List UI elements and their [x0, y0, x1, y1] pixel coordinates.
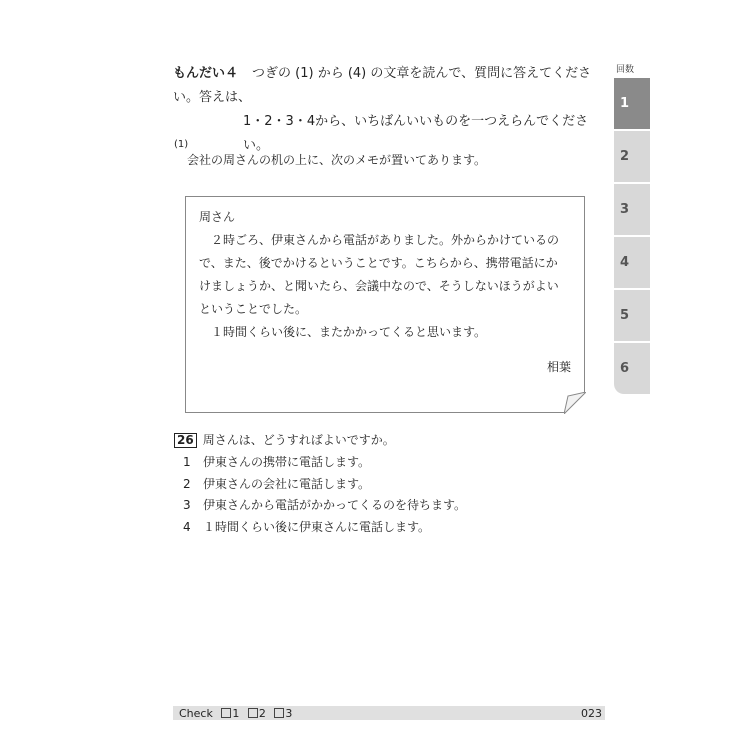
option-number: 3 [183, 498, 191, 512]
option-number: 1 [183, 455, 191, 469]
question-text: 周さんは、どうすればよいですか。 [202, 433, 395, 447]
section-intro: 会社の周さんの机の上に、次のメモが置いてあります。 [187, 153, 487, 167]
memo-addressee: 周さん [199, 210, 236, 224]
answer-option[interactable] [183, 452, 466, 474]
question-heading [173, 62, 598, 158]
page-curl-icon [564, 392, 586, 414]
question-number: 26 [174, 433, 197, 448]
memo-note [185, 196, 585, 413]
option-text: １時間くらい後に伊東さんに電話します。 [203, 519, 431, 534]
checkbox-3-label: 3 [285, 706, 293, 720]
footer-bar [173, 706, 605, 720]
tab-4[interactable]: 4 [614, 237, 650, 288]
option-text: 伊東さんの会社に電話します。 [203, 476, 371, 491]
tabs-label: 回数 [616, 65, 635, 75]
tab-3[interactable]: 3 [614, 184, 650, 235]
mondai-label: もんだい４ [173, 66, 239, 81]
answer-options [183, 452, 466, 538]
question [174, 430, 395, 451]
answer-option[interactable] [183, 474, 466, 496]
page-number: 023 [581, 706, 602, 720]
tab-6[interactable]: 6 [614, 343, 650, 394]
tab-2[interactable]: 2 [614, 131, 650, 182]
option-text: 伊東さんから電話がかかってくるのを待ちます。 [203, 498, 467, 512]
option-text: 伊東さんの携帯に電話します。 [203, 455, 371, 469]
section-label: (1) [174, 139, 189, 150]
option-number: 4 [183, 519, 191, 534]
checkbox-3[interactable] [274, 708, 284, 718]
memo-signature: 相葉 [546, 360, 571, 374]
tab-1[interactable]: 1 [614, 78, 650, 129]
checkbox-1-label: 1 [232, 706, 240, 720]
side-tabs [614, 62, 650, 396]
check-label: Check [179, 706, 213, 720]
instruction-line-2: 1・2・3・4から、いちばんいいものを一つえらんでください。 [243, 114, 589, 153]
tab-5[interactable]: 5 [614, 290, 650, 341]
checkbox-2-label: 2 [258, 706, 266, 720]
checkbox-2[interactable] [248, 708, 258, 718]
option-number: 2 [183, 476, 191, 491]
memo-paragraph-2: １時間くらい後に、またかかってくると思います。 [211, 325, 487, 339]
check-row [173, 707, 292, 720]
checkbox-1[interactable] [221, 708, 231, 718]
memo-paragraph-1: ２時ごろ、伊東さんから電話がありました。外からかけているので、また、後でかけるということです。こちらから、携帯電話にかけましょうか、と聞いたら、会議中なので、そうしないほうがよいということでした。 [199, 233, 560, 316]
answer-option[interactable] [183, 517, 466, 539]
answer-option[interactable] [183, 495, 466, 517]
memo-body [199, 206, 569, 344]
instruction-line-1: つぎの (1) から (4) の文章を読んで、質問に答えてください。答えは、 [173, 66, 592, 105]
